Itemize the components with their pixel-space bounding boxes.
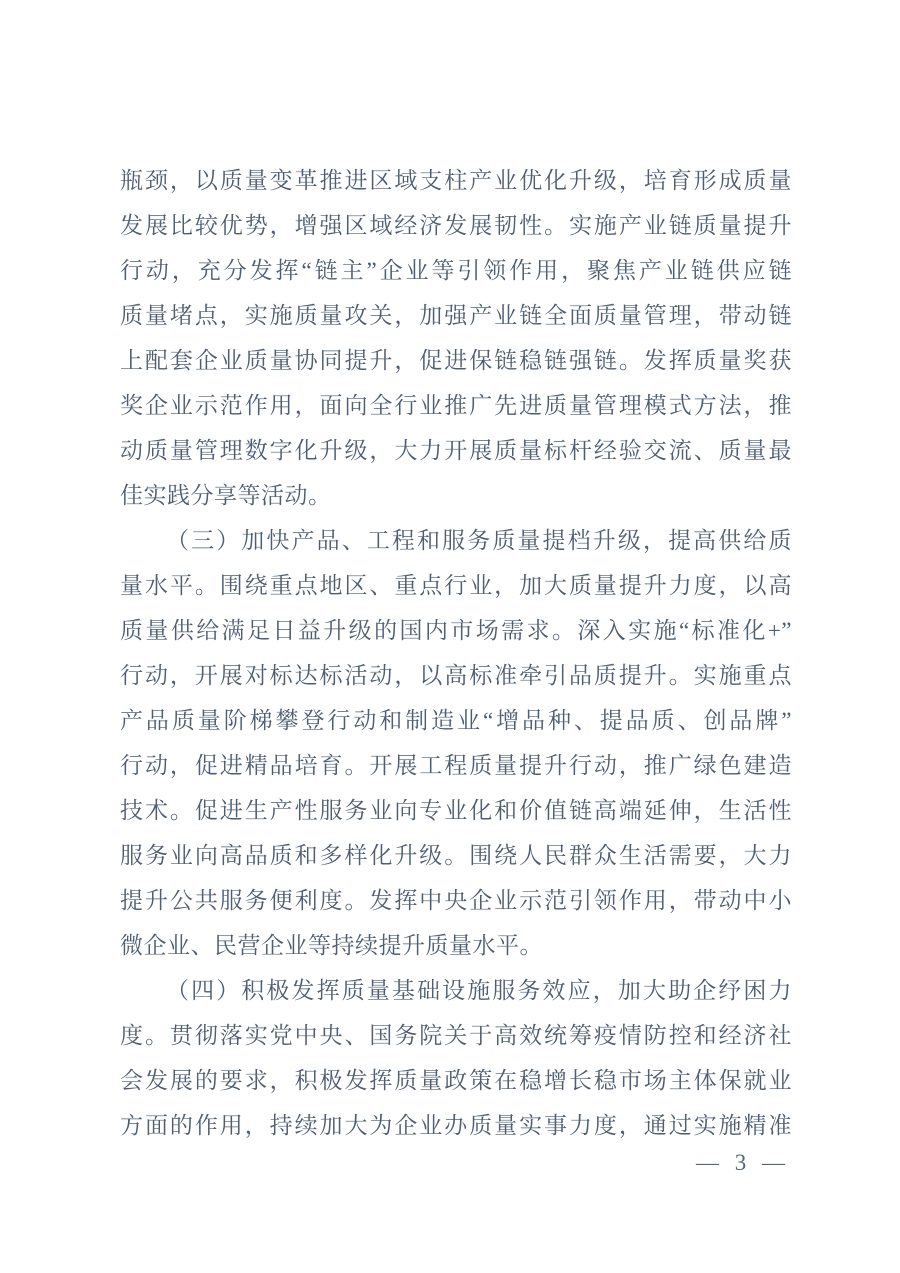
text-line: 动质量管理数字化升级，大力开展质量标杆经验交流、质量最 xyxy=(120,438,792,463)
page-number: — 3 — xyxy=(696,1150,790,1175)
text-line: 质量供给满足日益升级的国内市场需求。深入实施“标准化+” xyxy=(120,618,792,643)
text-line: （四）积极发挥质量基础设施服务效应，加大助企纾困力 xyxy=(166,978,792,1003)
text-line: 服务业向高品质和多样化升级。围绕人民群众生活需要，大力 xyxy=(120,843,792,868)
text-line: 度。贯彻落实党中央、国务院关于高效统筹疫情防控和经济社 xyxy=(120,1023,792,1048)
text-line: 奖企业示范作用，面向全行业推广先进质量管理模式方法，推 xyxy=(120,393,792,418)
text-line: 佳实践分享等活动。 xyxy=(120,483,332,508)
text-line: 行动，促进精品培育。开展工程质量提升行动，推广绿色建造 xyxy=(120,753,792,778)
document-body xyxy=(120,158,792,1148)
text-line: 提升公共服务便利度。发挥中央企业示范引领作用，带动中小 xyxy=(120,888,792,913)
text-line: 产品质量阶梯攀登行动和制造业“增品种、提品质、创品牌” xyxy=(120,708,792,733)
text-line: 技术。促进生产性服务业向专业化和价值链高端延伸，生活性 xyxy=(120,798,792,823)
text-line: 发展比较优势，增强区域经济发展韧性。实施产业链质量提升 xyxy=(120,213,792,238)
text-line: 会发展的要求，积极发挥质量政策在稳增长稳市场主体保就业 xyxy=(120,1068,792,1093)
text-line: 行动，充分发挥“链主”企业等引领作用，聚焦产业链供应链 xyxy=(120,258,792,283)
text-line: 质量堵点，实施质量攻关，加强产业链全面质量管理，带动链 xyxy=(120,303,792,328)
text-line: 方面的作用，持续加大为企业办质量实事力度，通过实施精准 xyxy=(120,1113,792,1138)
text-line: 行动，开展对标达标活动，以高标准牵引品质提升。实施重点 xyxy=(120,663,792,688)
text-line: 量水平。围绕重点地区、重点行业，加大质量提升力度，以高 xyxy=(120,573,792,598)
text-line: 瓶颈，以质量变革推进区域支柱产业优化升级，培育形成质量 xyxy=(120,168,792,193)
text-line: 微企业、民营企业等持续提升质量水平。 xyxy=(120,933,543,958)
text-line: （三）加快产品、工程和服务质量提档升级，提高供给质 xyxy=(166,528,792,553)
text-line: 上配套企业质量协同提升，促进保链稳链强链。发挥质量奖获 xyxy=(120,348,792,373)
